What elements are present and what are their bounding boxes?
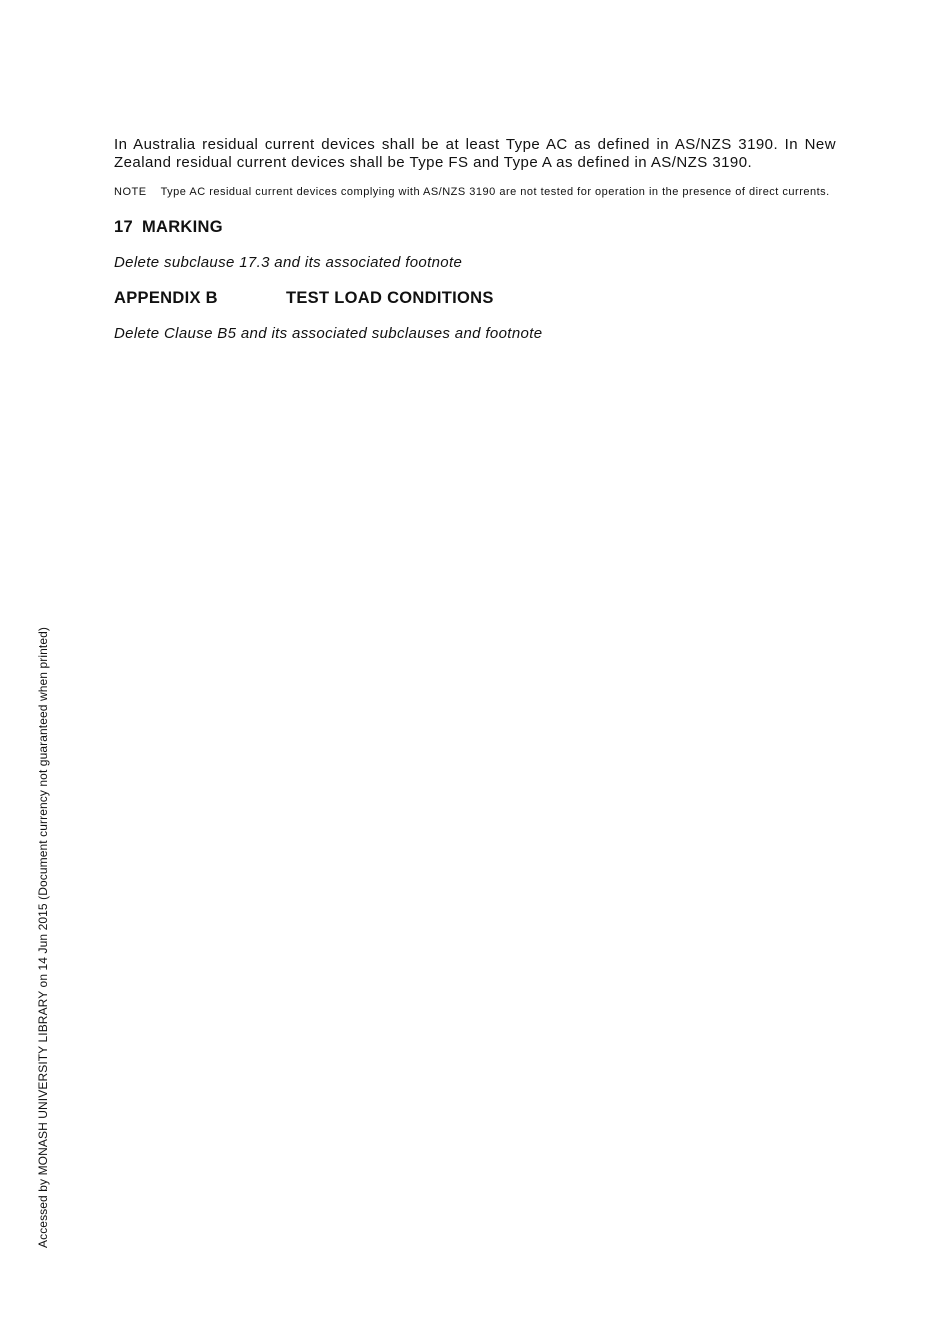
section-17-instruction: Delete subclause 17.3 and its associated footnote [114,254,463,271]
appendix-b-instruction: Delete Clause B5 and its associated subclauses and footnote [114,325,543,342]
rcd-requirement-paragraph: In Australia residual current devices shall be at least Type AC as defined in AS/NZS 3190. In New Zealand residual current devices shall be Type FS and Type A as defined in AS/NZS 3190. [114,136,836,171]
note [114,185,836,200]
section-title: MARKING [141,218,223,236]
appendix-label: APPENDIX B [114,289,218,307]
access-watermark: Accessed by MONASH UNIVERSITY LIBRARY on 14 Jun 2015 (Document currency not guaranteed when printed) [36,627,50,1248]
section-17-heading [114,217,836,237]
note-label: NOTE [114,186,147,198]
document-body [114,136,836,343]
appendix-title: TEST LOAD CONDITIONS [286,289,494,307]
note-text: Type AC residual current devices complying with AS/NZS 3190 are not tested for operation in the presence of direct currents. [160,186,830,198]
section-number: 17 [114,218,133,236]
appendix-b-heading [114,288,836,308]
